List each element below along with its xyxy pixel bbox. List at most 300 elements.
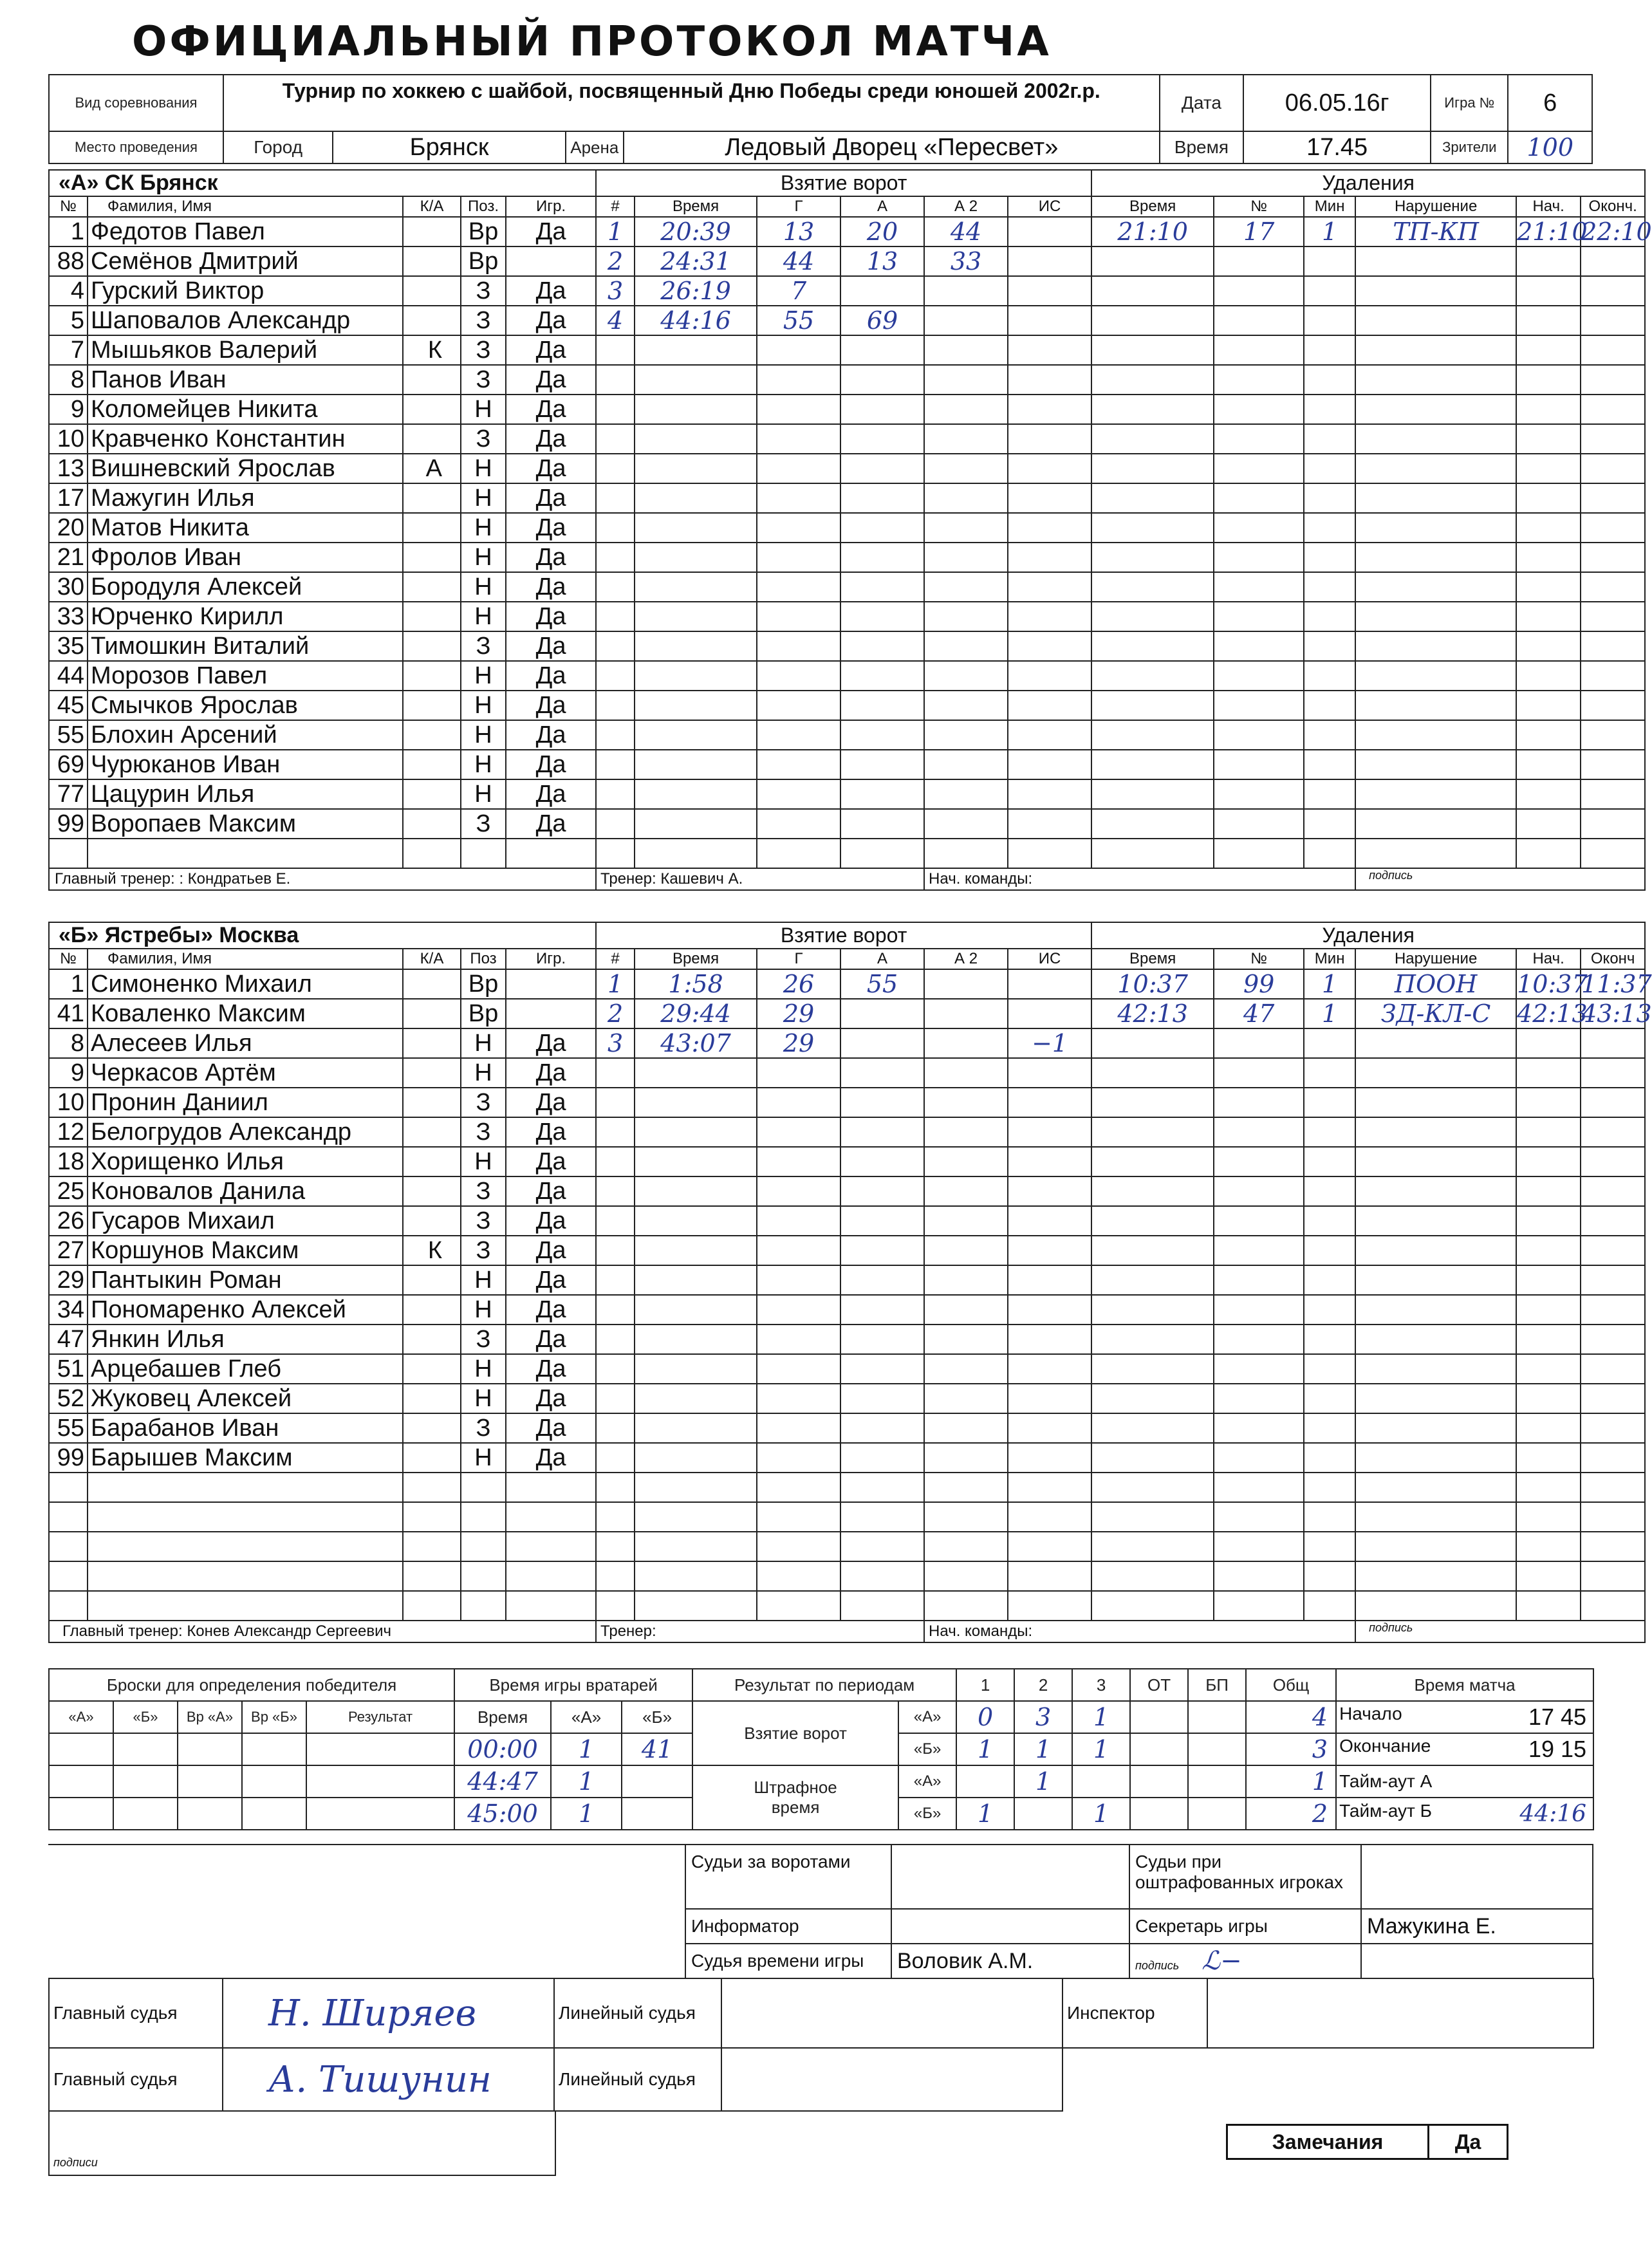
team-b-section	[48, 922, 1652, 1643]
player-number: 25	[49, 1176, 88, 1206]
goal-assist-1	[840, 1236, 924, 1265]
goal-number	[596, 454, 635, 483]
penalty-player	[1214, 839, 1304, 868]
game-label: Игра №	[1431, 75, 1508, 131]
penalty-start	[1516, 395, 1581, 424]
goal-number	[596, 750, 635, 779]
penalty-start	[1516, 1147, 1581, 1176]
penalty-violation	[1355, 1088, 1516, 1117]
goal-assist-1	[840, 1117, 924, 1147]
table-row	[49, 809, 1645, 839]
goal-is	[1008, 1295, 1091, 1325]
penalty-player	[1214, 1354, 1304, 1384]
col-pen-viol: Нарушение	[1355, 196, 1516, 217]
penalty-violation	[1355, 1058, 1516, 1088]
goal-number	[596, 809, 635, 839]
goals-b-total: 3	[1246, 1733, 1336, 1765]
goal-time: 1:58	[635, 969, 757, 999]
player-role	[403, 1502, 461, 1532]
penalty-player: 99	[1214, 969, 1304, 999]
gk-row-1-a: 1	[551, 1733, 622, 1765]
team-b-title: «Б» Ястребы» Москва	[49, 922, 596, 949]
goal-number: 3	[596, 1028, 635, 1058]
player-position: З	[461, 1413, 506, 1443]
team-b-table	[48, 922, 1652, 1643]
player-name	[88, 1591, 403, 1621]
goal-assist-2	[924, 1443, 1008, 1473]
period-col-ot: ОТ	[1130, 1669, 1188, 1701]
pen-tag-b: «Б»	[898, 1798, 956, 1830]
penalty-time	[1091, 720, 1214, 750]
goal-is	[1008, 1354, 1091, 1384]
penalty-time	[1091, 424, 1214, 454]
table-row	[49, 217, 1645, 246]
table-row	[49, 335, 1645, 365]
goal-scorer	[757, 1413, 840, 1443]
penalty-violation	[1355, 572, 1516, 602]
penalty-time	[1091, 1147, 1214, 1176]
table-row	[49, 839, 1645, 868]
table-row	[49, 1176, 1645, 1206]
penalty-start	[1516, 424, 1581, 454]
penalty-player	[1214, 1325, 1304, 1354]
goals-a-total: 4	[1246, 1701, 1336, 1733]
goal-scorer	[757, 1176, 840, 1206]
goal-is	[1008, 1591, 1091, 1621]
goal-time	[635, 424, 757, 454]
player-position: Н	[461, 1443, 506, 1473]
penalty-minutes	[1304, 1413, 1355, 1443]
gk-row-3-a: 1	[551, 1798, 622, 1830]
table-row	[49, 1028, 1645, 1058]
penalty-player	[1214, 661, 1304, 691]
player-role: К	[403, 1236, 461, 1265]
player-name: Жуковец Алексей	[88, 1384, 403, 1413]
gk-title: Время игры вратарей	[454, 1669, 692, 1701]
player-plays: Да	[506, 750, 596, 779]
player-role	[403, 1561, 461, 1591]
goal-assist-1	[840, 454, 924, 483]
penalty-violation	[1355, 720, 1516, 750]
goal-number	[596, 1058, 635, 1088]
informer-label: Информатор	[685, 1909, 891, 1944]
table-row	[49, 1413, 1645, 1443]
player-name: Мышьяков Валерий	[88, 335, 403, 365]
goal-scorer	[757, 720, 840, 750]
period-col-3: 3	[1072, 1669, 1130, 1701]
goal-number: 2	[596, 999, 635, 1028]
player-name: Коломейцев Никита	[88, 395, 403, 424]
goal-scorer	[757, 602, 840, 631]
penalty-end	[1581, 1206, 1645, 1236]
goal-scorer	[757, 543, 840, 572]
page-title: ОФИЦИАЛЬНЫЙ ПРОТОКОЛ МАТЧА	[132, 18, 1052, 66]
player-name: Белогрудов Александр	[88, 1117, 403, 1147]
penalty-minutes	[1304, 1354, 1355, 1384]
goal-scorer: 29	[757, 1028, 840, 1058]
city-label: Город	[223, 131, 333, 163]
penalty-violation: ТП-КП	[1355, 217, 1516, 246]
player-role	[403, 543, 461, 572]
goal-scorer	[757, 750, 840, 779]
table-row	[49, 1058, 1645, 1088]
player-plays: Да	[506, 483, 596, 513]
penalty-minutes	[1304, 1028, 1355, 1058]
penalty-start	[1516, 276, 1581, 306]
penalty-time	[1091, 395, 1214, 424]
goal-time	[635, 1295, 757, 1325]
table-row	[49, 1265, 1645, 1295]
player-position	[461, 1591, 506, 1621]
penalty-violation	[1355, 246, 1516, 276]
goal-scorer	[757, 483, 840, 513]
penalty-time	[1091, 809, 1214, 839]
goal-time	[635, 513, 757, 543]
penalty-violation	[1355, 1532, 1516, 1561]
player-role	[403, 779, 461, 809]
goal-time	[635, 1532, 757, 1561]
goal-assist-2	[924, 602, 1008, 631]
table-row	[49, 276, 1645, 306]
table-row	[49, 543, 1645, 572]
player-name: Коршунов Максим	[88, 1236, 403, 1265]
pen-a-2: 1	[1014, 1765, 1072, 1798]
goal-assist-1	[840, 1176, 924, 1206]
table-row	[49, 483, 1645, 513]
col-pen-time: Время	[1091, 949, 1214, 969]
player-role	[403, 720, 461, 750]
goal-time: 20:39	[635, 217, 757, 246]
penalty-violation	[1355, 395, 1516, 424]
goal-is	[1008, 1384, 1091, 1413]
penalty-player	[1214, 572, 1304, 602]
penalty-end	[1581, 1473, 1645, 1502]
penalty-start	[1516, 1354, 1581, 1384]
goal-assist-1: 13	[840, 246, 924, 276]
player-plays	[506, 1502, 596, 1532]
table-row	[49, 1591, 1645, 1621]
goal-assist-2	[924, 454, 1008, 483]
penalty-end	[1581, 720, 1645, 750]
player-role	[403, 661, 461, 691]
goal-number	[596, 365, 635, 395]
penalty-minutes	[1304, 276, 1355, 306]
player-plays: Да	[506, 306, 596, 335]
goal-is	[1008, 1058, 1091, 1088]
penalty-minutes	[1304, 306, 1355, 335]
gk-row-1-time: 00:00	[454, 1733, 551, 1765]
goal-number: 3	[596, 276, 635, 306]
timekeeper: Воловик А.М.	[891, 1944, 1129, 1978]
player-name: Кравченко Константин	[88, 424, 403, 454]
penalty-minutes	[1304, 1325, 1355, 1354]
goal-assist-1	[840, 424, 924, 454]
penalty-end	[1581, 691, 1645, 720]
goal-number	[596, 720, 635, 750]
goal-time: 29:44	[635, 999, 757, 1028]
goal-number	[596, 483, 635, 513]
penalty-violation	[1355, 839, 1516, 868]
penalty-minutes	[1304, 1443, 1355, 1473]
shots-col-gk-a: Вр «А»	[178, 1701, 242, 1733]
table-row	[49, 1354, 1645, 1384]
header-table	[48, 74, 1593, 164]
goal-scorer	[757, 661, 840, 691]
penalty-minutes	[1304, 335, 1355, 365]
goal-judges-label: Судьи за воротами	[685, 1845, 891, 1909]
penalty-time	[1091, 750, 1214, 779]
penalty-start	[1516, 1473, 1581, 1502]
penalty-start	[1516, 454, 1581, 483]
penalty-time	[1091, 306, 1214, 335]
goal-is	[1008, 246, 1091, 276]
penalty-end	[1581, 1265, 1645, 1295]
shots-col-b: «Б»	[113, 1701, 178, 1733]
pen-a-3	[1072, 1765, 1130, 1798]
goal-is	[1008, 572, 1091, 602]
player-plays	[506, 1561, 596, 1591]
table-row	[49, 1088, 1645, 1117]
player-role	[403, 602, 461, 631]
penalty-time	[1091, 1354, 1214, 1384]
goal-number	[596, 1206, 635, 1236]
player-position	[461, 1473, 506, 1502]
penalty-player	[1214, 424, 1304, 454]
arena-label: Арена	[566, 131, 624, 163]
date: 06.05.16г	[1243, 75, 1431, 131]
penalty-time	[1091, 1561, 1214, 1591]
goals-a-bp	[1188, 1701, 1246, 1733]
player-plays: Да	[506, 1028, 596, 1058]
player-number: 99	[49, 809, 88, 839]
gk-col-b: «Б»	[622, 1701, 692, 1733]
goal-time	[635, 395, 757, 424]
penalty-time	[1091, 1058, 1214, 1088]
player-number: 1	[49, 217, 88, 246]
team-a-coach: Тренер: Кашевич А.	[596, 868, 924, 890]
penalty-end	[1581, 1295, 1645, 1325]
penalty-end	[1581, 1591, 1645, 1621]
goal-time	[635, 454, 757, 483]
player-name: Воропаев Максим	[88, 809, 403, 839]
remarks	[1226, 2124, 1508, 2160]
pen-a-total: 1	[1246, 1765, 1336, 1798]
goal-assist-2	[924, 1354, 1008, 1384]
player-position: Н	[461, 1295, 506, 1325]
referee-2-label: Главный судья	[49, 2048, 223, 2111]
player-role	[403, 483, 461, 513]
penalty-end	[1581, 395, 1645, 424]
goal-is	[1008, 1147, 1091, 1176]
player-position: З	[461, 276, 506, 306]
table-row	[49, 1147, 1645, 1176]
player-name	[88, 839, 403, 868]
player-name	[88, 1532, 403, 1561]
player-number: 12	[49, 1117, 88, 1147]
penalty-start: 42:13	[1517, 999, 1588, 1028]
penalty-start	[1516, 1236, 1581, 1265]
penalty-minutes	[1304, 1502, 1355, 1532]
remarks-label: Замечания	[1226, 2124, 1429, 2160]
penalty-violation	[1355, 1176, 1516, 1206]
player-number: 45	[49, 691, 88, 720]
penalty-end	[1581, 839, 1645, 868]
player-number: 21	[49, 543, 88, 572]
penalty-end	[1581, 365, 1645, 395]
goal-assist-2	[924, 1532, 1008, 1561]
player-position: Н	[461, 454, 506, 483]
officials-table	[48, 1844, 1593, 1979]
pen-a-1	[956, 1765, 1014, 1798]
shots-col-a: «А»	[49, 1701, 113, 1733]
penalty-end	[1581, 335, 1645, 365]
goal-number	[596, 661, 635, 691]
penalty-start: 10:37	[1517, 970, 1588, 998]
penalty-end	[1581, 1147, 1645, 1176]
penalty-player	[1214, 395, 1304, 424]
penalty-start	[1516, 335, 1581, 365]
penalty-time	[1091, 276, 1214, 306]
goal-assist-2	[924, 1265, 1008, 1295]
player-name: Панов Иван	[88, 365, 403, 395]
goal-scorer	[757, 454, 840, 483]
penalty-end	[1581, 631, 1645, 661]
player-plays: Да	[506, 217, 596, 246]
goal-time	[635, 631, 757, 661]
penalty-player	[1214, 1413, 1304, 1443]
pen-b-ot	[1130, 1798, 1188, 1830]
goal-is	[1008, 969, 1091, 999]
penalty-violation	[1355, 1236, 1516, 1265]
penalty-minutes	[1304, 779, 1355, 809]
goal-scorer	[757, 335, 840, 365]
goal-number	[596, 424, 635, 454]
penalty-start	[1516, 1176, 1581, 1206]
penalty-minutes	[1304, 809, 1355, 839]
player-role	[403, 969, 461, 999]
signatures-label: подписи	[53, 2156, 98, 2169]
penalty-time	[1091, 1413, 1214, 1443]
goal-assist-1	[840, 809, 924, 839]
goal-scorer	[757, 631, 840, 661]
spectators-label: Зрители	[1431, 131, 1508, 163]
player-role	[403, 1295, 461, 1325]
player-role	[403, 1591, 461, 1621]
penalty-minutes	[1304, 1473, 1355, 1502]
col-hash: #	[596, 196, 635, 217]
penalty-time	[1091, 779, 1214, 809]
penalty-end: 22:10	[1581, 218, 1652, 246]
player-role	[403, 1325, 461, 1354]
shots-col-result: Результат	[306, 1701, 454, 1733]
penalty-judges-label: Судьи при оштрафованных игроках	[1129, 1845, 1361, 1909]
penalty-player	[1214, 1295, 1304, 1325]
player-position: Вр	[461, 999, 506, 1028]
col-a: А	[840, 196, 924, 217]
signatures-box	[48, 2110, 556, 2176]
goal-assist-2	[924, 1088, 1008, 1117]
penalty-start	[1516, 661, 1581, 691]
player-role: А	[403, 454, 461, 483]
goal-is	[1008, 1413, 1091, 1443]
goal-assist-2	[924, 779, 1008, 809]
player-number	[49, 839, 88, 868]
team-a-penalties-header: Удаления	[1091, 170, 1645, 196]
penalty-start	[1516, 365, 1581, 395]
penalty-end	[1581, 809, 1645, 839]
penalty-end	[1581, 1532, 1645, 1561]
goal-time	[635, 365, 757, 395]
player-position: Н	[461, 1354, 506, 1384]
goal-time	[635, 1265, 757, 1295]
timeout-b: Тайм-аут Б 44:16	[1336, 1798, 1593, 1830]
penalty-start	[1516, 602, 1581, 631]
penalty-player	[1214, 779, 1304, 809]
goal-is	[1008, 1561, 1091, 1591]
penalty-end	[1581, 602, 1645, 631]
penalty-time	[1091, 1206, 1214, 1236]
penalty-violation	[1355, 661, 1516, 691]
penalty-violation	[1355, 1325, 1516, 1354]
player-position: З	[461, 631, 506, 661]
penalty-time: 10:37	[1091, 969, 1214, 999]
goal-assist-1	[840, 1502, 924, 1532]
table-row	[49, 513, 1645, 543]
player-name: Гусаров Михаил	[88, 1206, 403, 1236]
col-g: Г	[757, 949, 840, 969]
penalty-time	[1091, 335, 1214, 365]
goal-number	[596, 1236, 635, 1265]
goal-assist-1	[840, 1443, 924, 1473]
player-number: 47	[49, 1325, 88, 1354]
pen-label: Штрафное время	[692, 1765, 898, 1830]
player-name: Семёнов Дмитрий	[88, 246, 403, 276]
penalty-violation	[1355, 335, 1516, 365]
goal-is	[1008, 1265, 1091, 1295]
match-time-title: Время матча	[1336, 1669, 1593, 1701]
penalty-player	[1214, 1502, 1304, 1532]
penalty-start	[1516, 691, 1581, 720]
penalty-violation: ЗД-КЛ-С	[1355, 999, 1516, 1028]
referee-1-label: Главный судья	[49, 1978, 223, 2048]
penalty-end	[1581, 1088, 1645, 1117]
penalty-time	[1091, 839, 1214, 868]
time: 17.45	[1243, 131, 1431, 163]
col-pen-viol: Нарушение	[1355, 949, 1516, 969]
goal-time	[635, 1413, 757, 1443]
goal-scorer	[757, 1295, 840, 1325]
goal-assist-1	[840, 365, 924, 395]
penalty-minutes	[1304, 1176, 1355, 1206]
goal-number	[596, 1117, 635, 1147]
player-position: Н	[461, 395, 506, 424]
goal-time	[635, 809, 757, 839]
col-hash: #	[596, 949, 635, 969]
table-row	[49, 1561, 1645, 1591]
player-position: З	[461, 1117, 506, 1147]
player-name: Тимошкин Виталий	[88, 631, 403, 661]
penalty-minutes	[1304, 454, 1355, 483]
penalty-player	[1214, 335, 1304, 365]
goal-scorer: 26	[757, 969, 840, 999]
col-is: ИС	[1008, 949, 1091, 969]
goal-is	[1008, 999, 1091, 1028]
penalty-player	[1214, 1028, 1304, 1058]
player-number: 35	[49, 631, 88, 661]
goal-time	[635, 1354, 757, 1384]
player-plays: Да	[506, 513, 596, 543]
table-row	[49, 661, 1645, 691]
